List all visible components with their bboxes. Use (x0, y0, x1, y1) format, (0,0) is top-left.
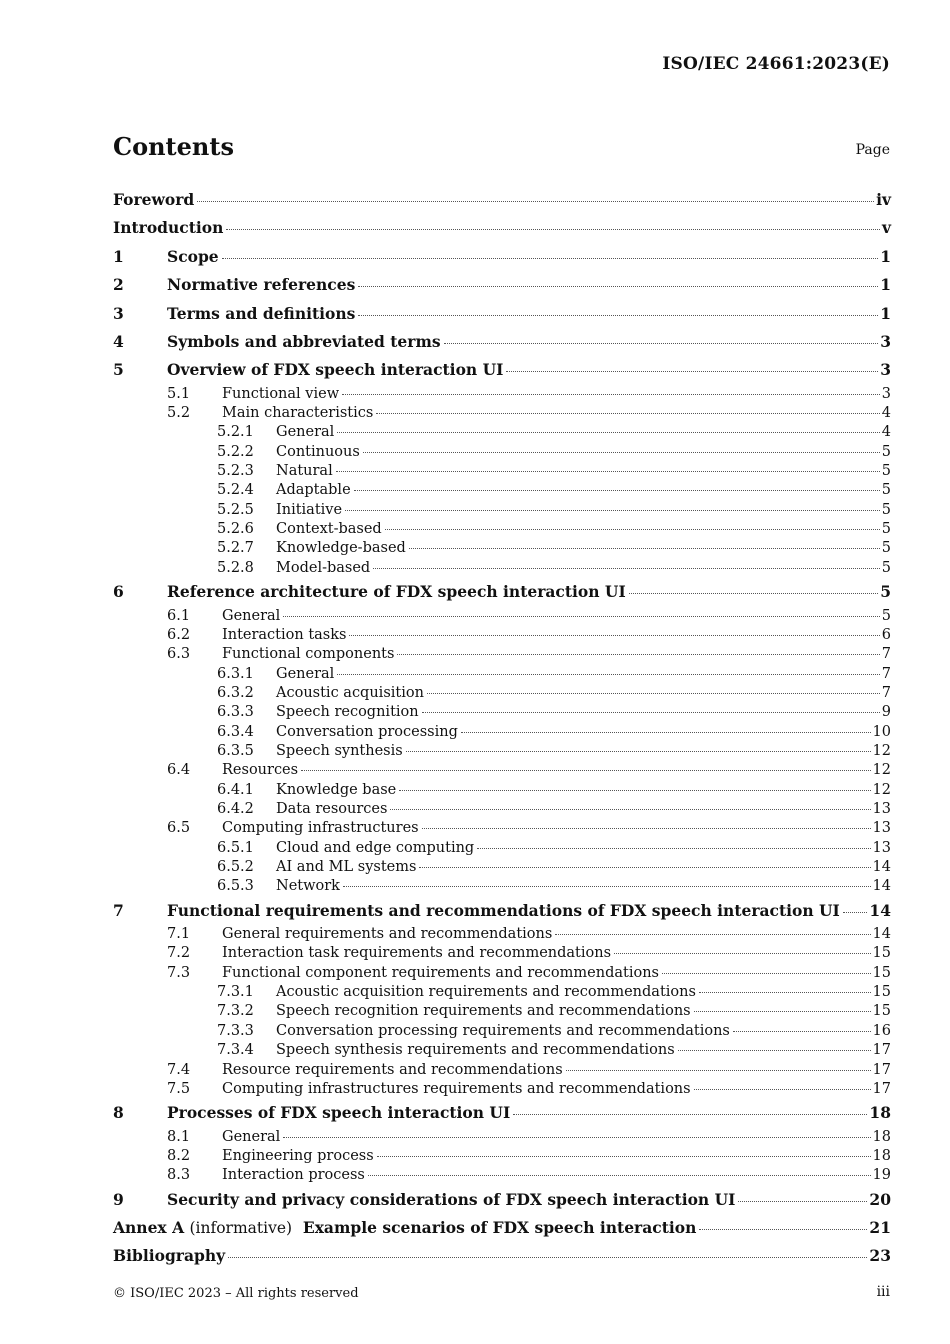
dot-leader (399, 790, 870, 791)
toc-entry-title: Functional requirements and recommendations of FDX speech interaction UI (167, 900, 840, 920)
toc-entry-page: 4 (881, 424, 891, 441)
toc-entry-title: Context-based (276, 521, 382, 538)
toc-entry[interactable] (113, 1022, 891, 1041)
dot-leader (363, 452, 880, 453)
toc-entry-page: 14 (872, 926, 891, 943)
dot-leader (694, 1011, 871, 1012)
dot-leader (513, 1114, 867, 1115)
dot-leader (385, 529, 880, 530)
toc-entry-title: Initiative (276, 501, 343, 518)
toc-entry-page: 15 (872, 964, 891, 981)
toc-entry[interactable] (113, 665, 891, 684)
toc-entry-number: 6.2 (167, 626, 191, 643)
dot-leader (566, 1070, 871, 1071)
toc-entry-number: 6 (113, 582, 124, 602)
toc-entry-number: 5.2.3 (217, 463, 254, 480)
toc-entry-number: 8 (113, 1103, 124, 1123)
toc-entry-page: 7 (881, 684, 891, 701)
toc-entry-number: 7.1 (167, 926, 191, 943)
toc-entry-number: 7.3.2 (217, 1003, 254, 1020)
toc-entry[interactable] (113, 328, 891, 356)
toc-entry-page: 14 (872, 878, 891, 895)
dot-leader (336, 471, 880, 472)
toc-entry-number: 6.3.1 (217, 665, 254, 682)
toc-entry-title: General requirements and recommendations (222, 926, 553, 943)
dot-leader (555, 934, 870, 935)
toc-entry[interactable] (113, 983, 891, 1002)
toc-entry-number: 6.5.3 (217, 878, 254, 895)
toc-entry-page: 15 (872, 1003, 891, 1020)
toc-entry-page: 23 (869, 1246, 891, 1266)
dot-leader (422, 828, 871, 829)
page-number: iii (876, 1284, 890, 1300)
toc-entry-page: 3 (881, 385, 891, 402)
toc-entry-page: 3 (880, 331, 891, 351)
toc-entry[interactable] (113, 1186, 891, 1214)
dot-leader (358, 315, 878, 316)
contents-title: Contents (113, 132, 234, 161)
toc-entry-page: 18 (872, 1128, 891, 1145)
toc-entry[interactable] (113, 1002, 891, 1021)
toc-entry[interactable] (113, 1242, 891, 1270)
toc-entry-page: 12 (872, 762, 891, 779)
toc-entry-number: 5 (113, 360, 124, 380)
toc-entry-number: 9 (113, 1189, 124, 1209)
toc-entry-title: Reference architecture of FDX speech interaction UI (167, 582, 626, 602)
toc-entry-title: General (222, 607, 281, 624)
toc-entry-page: 1 (880, 275, 891, 295)
document-id: ISO/IEC 24661:2023(E) (662, 54, 890, 74)
toc-entry-number: 6.3.4 (217, 723, 254, 740)
toc-entry-number: 6.3.5 (217, 742, 254, 759)
toc-entry[interactable] (113, 501, 891, 520)
toc-entry-title: Security and privacy considerations of FDX speech interaction UI (167, 1189, 736, 1209)
dot-leader (354, 490, 880, 491)
dot-leader (343, 886, 871, 887)
toc-entry-page: 19 (872, 1167, 891, 1184)
toc-entry-title: Resources (222, 762, 299, 779)
toc-entry-page: 13 (872, 820, 891, 837)
toc-entry[interactable] (113, 684, 891, 703)
dot-leader (444, 343, 879, 344)
toc-entry-number: 7.2 (167, 945, 191, 962)
dot-leader (662, 973, 871, 974)
toc-entry-number: 6.5.2 (217, 859, 254, 876)
dot-leader (222, 258, 879, 259)
toc-entry[interactable] (113, 723, 891, 742)
toc-entry-page: 4 (881, 405, 891, 422)
toc-entry-title: General (276, 424, 335, 441)
dot-leader (678, 1050, 871, 1051)
toc-entry[interactable] (113, 578, 891, 606)
toc-entry-title: Overview of FDX speech interaction UI (167, 360, 504, 380)
toc-entry-page: 13 (872, 839, 891, 856)
toc-entry[interactable] (113, 481, 891, 500)
toc-entry-page: 9 (881, 704, 891, 721)
toc-entry-page: 5 (881, 501, 891, 518)
toc-entry-title: Normative references (167, 275, 356, 295)
dot-leader (699, 1229, 867, 1230)
toc-entry-number: 5.2.8 (217, 559, 254, 576)
toc-entry-page: 12 (872, 742, 891, 759)
dot-leader (342, 394, 880, 395)
toc-entry-title: Functional view (222, 385, 340, 402)
toc-entry-number: 5.2.4 (217, 482, 254, 499)
toc-entry-title: Natural (276, 463, 333, 480)
page-column-heading: Page (855, 142, 890, 158)
toc-entry-title: Resource requirements and recommendations (222, 1061, 563, 1078)
toc-entry-title: Model-based (276, 559, 371, 576)
toc-entry[interactable] (113, 781, 891, 800)
toc-entry-number: 5.2.2 (217, 443, 254, 460)
toc-entry-page: 17 (872, 1080, 891, 1097)
toc-entry[interactable] (113, 877, 891, 896)
toc-entry[interactable] (113, 1214, 891, 1242)
toc-entry-page: iv (876, 190, 891, 209)
toc-entry-number: 4 (113, 331, 124, 351)
dot-leader (373, 568, 880, 569)
toc-entry-number: 5.2.6 (217, 521, 254, 538)
toc-entry-title: Speech recognition (276, 704, 419, 721)
toc-entry-number: 8.2 (167, 1147, 191, 1164)
dot-leader (694, 1089, 871, 1090)
toc-entry-number: 6.3.2 (217, 684, 254, 701)
toc-entry-page: 12 (872, 781, 891, 798)
toc-entry-number: 7.5 (167, 1080, 191, 1097)
toc-entry-title: Symbols and abbreviated terms (167, 331, 441, 351)
toc-entry-page: 14 (872, 859, 891, 876)
toc-entry-number: 5.2.5 (217, 501, 254, 518)
annex-title: Example scenarios of FDX speech interaction (302, 1218, 697, 1238)
toc-entry-title: Functional component requirements and recommendations (222, 964, 659, 981)
toc-entry-title: Foreword (113, 190, 195, 209)
toc-entry[interactable] (113, 897, 891, 925)
toc-entry-page: 7 (881, 665, 891, 682)
dot-leader (301, 770, 870, 771)
toc-entry-page: 6 (881, 626, 891, 643)
toc-entry-number: 6.4 (167, 762, 191, 779)
toc-entry-number: 6.3 (167, 646, 191, 663)
toc-entry[interactable] (113, 520, 891, 539)
toc-entry-page: 17 (872, 1042, 891, 1059)
dot-leader (843, 912, 868, 913)
toc-entry-title: General (222, 1128, 281, 1145)
toc-entry-title: Interaction task requirements and recommendations (222, 945, 612, 962)
dot-leader (733, 1031, 871, 1032)
toc-entry-page: 13 (872, 801, 891, 817)
toc-entry[interactable] (113, 626, 891, 645)
toc-entry-title: Engineering process (222, 1147, 374, 1164)
dot-leader (337, 674, 879, 675)
dot-leader (283, 1137, 870, 1138)
toc-entry-page: 7 (881, 646, 891, 663)
dot-leader (422, 712, 880, 713)
dot-leader (461, 732, 871, 733)
toc-entry[interactable] (113, 462, 891, 481)
toc-entry[interactable] (113, 1080, 891, 1099)
toc-entry-page: 5 (881, 521, 891, 538)
toc-entry-title: Speech synthesis requirements and recommendations (276, 1042, 675, 1059)
toc-entry[interactable] (113, 385, 891, 404)
toc-entry-title: Processes of FDX speech interaction UI (167, 1103, 511, 1123)
dot-leader (283, 616, 879, 617)
toc-entry[interactable] (113, 1147, 891, 1166)
toc-entry[interactable] (113, 1099, 891, 1127)
toc-entry-title (113, 1214, 696, 1242)
toc-entry[interactable] (113, 300, 891, 328)
toc-entry-number: 7 (113, 900, 124, 920)
dot-leader (738, 1201, 867, 1202)
toc-entry-title: Conversation processing requirements and recommendations (276, 1022, 730, 1039)
toc-entry-number: 8.1 (167, 1128, 191, 1145)
toc-entry-title: Network (276, 878, 340, 895)
dot-leader (397, 654, 879, 655)
toc-entry[interactable] (113, 800, 891, 819)
toc-entry-page: 21 (869, 1218, 891, 1238)
toc-entry-title: Computing infrastructures requirements and recommendations (222, 1080, 691, 1097)
toc-entry[interactable] (113, 271, 891, 299)
toc-entry-page: 5 (880, 582, 891, 602)
toc-entry-title: Scope (167, 246, 219, 266)
toc-entry-title: Conversation processing (276, 723, 458, 740)
toc-entry-title: Adaptable (276, 482, 351, 499)
toc-entry-title: Bibliography (113, 1246, 226, 1266)
toc-entry-title: General (276, 665, 335, 682)
toc-entry-number: 6.5 (167, 820, 191, 837)
toc-entry-number: 7.3.4 (217, 1042, 254, 1059)
dot-leader (427, 693, 880, 694)
dot-leader (337, 432, 879, 433)
toc-entry-page: 18 (872, 1147, 891, 1164)
annex-label: Annex A (113, 1218, 185, 1238)
toc-entry-page: 5 (881, 482, 891, 499)
toc-entry-number: 6.4.2 (217, 801, 254, 817)
dot-leader (226, 229, 880, 230)
toc-entry-title: Interaction process (222, 1167, 365, 1184)
toc-entry-number: 5.1 (167, 385, 191, 402)
toc-entry-number: 6.5.1 (217, 839, 254, 856)
toc-entry-page: 1 (880, 303, 891, 323)
toc-entry-number: 6.1 (167, 607, 191, 624)
toc-entry-title: Acoustic acquisition (276, 684, 424, 701)
toc-entry-number: 8.3 (167, 1167, 191, 1184)
toc-entry-page: 15 (872, 945, 891, 962)
toc-entry[interactable] (113, 858, 891, 877)
toc-entry-page: 5 (881, 559, 891, 576)
toc-entry[interactable] (113, 1166, 891, 1185)
toc-entry-page: 5 (881, 607, 891, 624)
toc-entry-page: 17 (872, 1061, 891, 1078)
dot-leader (197, 201, 874, 202)
toc-entry-number: 5.2.1 (217, 424, 254, 441)
toc-entry[interactable] (113, 839, 891, 858)
toc-entry[interactable] (113, 443, 891, 462)
toc-entry-number: 5.2.7 (217, 540, 254, 557)
toc-entry-number: 7.3.1 (217, 984, 254, 1001)
dot-leader (228, 1257, 867, 1258)
dot-leader (419, 867, 870, 868)
toc-entry[interactable] (113, 1128, 891, 1147)
toc-entry-number: 1 (113, 246, 124, 266)
dot-leader (376, 413, 879, 414)
toc-entry[interactable] (113, 944, 891, 963)
toc-entry-title: Main characteristics (222, 405, 374, 422)
dot-leader (358, 286, 878, 287)
toc-entry[interactable] (113, 559, 891, 578)
toc-entry-title: Continuous (276, 443, 360, 460)
toc-entry[interactable] (113, 964, 891, 983)
dot-leader (506, 371, 878, 372)
toc-entry-page: 5 (881, 463, 891, 480)
toc-entry-page: v (881, 218, 891, 238)
toc-entry-page: 18 (869, 1103, 891, 1123)
toc-entry[interactable] (113, 925, 891, 944)
dot-leader (377, 1156, 871, 1157)
toc-entry-number: 7.3 (167, 964, 191, 981)
toc-entry-number: 5.2 (167, 405, 191, 422)
toc-entry-page: 3 (880, 360, 891, 380)
toc-entry-title: Acoustic acquisition requirements and recommendations (276, 984, 696, 1001)
dot-leader (409, 548, 880, 549)
dot-leader (368, 1175, 871, 1176)
toc-entry-page: 15 (872, 984, 891, 1001)
dot-leader (614, 953, 871, 954)
toc-entry-title: Terms and definitions (167, 303, 356, 323)
toc-entry-title: Data resources (276, 801, 388, 817)
toc-entry[interactable] (113, 703, 891, 722)
toc-entry[interactable] (113, 607, 891, 626)
copyright-notice: © ISO/IEC 2023 – All rights reserved (113, 1286, 359, 1301)
toc-entry[interactable] (113, 1061, 891, 1080)
toc-entry-page: 20 (869, 1189, 891, 1209)
toc-entry-number: 6.4.1 (217, 781, 254, 798)
toc-entry-number: 2 (113, 275, 124, 295)
toc-entry[interactable] (113, 761, 891, 780)
toc-entry-page: 5 (881, 540, 891, 557)
toc-entry-title: Introduction (113, 218, 224, 238)
toc-entry[interactable] (113, 819, 891, 838)
toc-entry-page: 14 (869, 900, 891, 920)
toc-entry-page: 10 (872, 723, 891, 740)
toc-entry[interactable] (113, 404, 891, 423)
dot-leader (699, 992, 871, 993)
dot-leader (390, 809, 870, 810)
toc-entry-page: 5 (881, 443, 891, 460)
toc-entry-page: 16 (872, 1022, 891, 1039)
toc-entry-title: AI and ML systems (276, 859, 417, 876)
toc-entry-title: Functional components (222, 646, 395, 663)
toc-entry[interactable] (113, 186, 891, 214)
toc-entry-title: Knowledge-based (276, 540, 406, 557)
toc-entry[interactable] (113, 742, 891, 761)
dot-leader (349, 635, 879, 636)
table-of-contents (113, 186, 891, 1271)
toc-entry[interactable] (113, 356, 891, 384)
dot-leader (345, 510, 880, 511)
toc-entry-title: Speech recognition requirements and recommendations (276, 1003, 691, 1020)
annex-type: (informative) (189, 1219, 293, 1238)
toc-entry-number: 7.3.3 (217, 1022, 254, 1039)
toc-entry-page: 1 (880, 246, 891, 266)
dot-leader (477, 848, 870, 849)
toc-entry[interactable] (113, 423, 891, 442)
toc-entry[interactable] (113, 645, 891, 664)
toc-entry-title: Cloud and edge computing (276, 839, 475, 856)
dot-leader (406, 751, 871, 752)
toc-entry[interactable] (113, 1041, 891, 1060)
toc-entry-number: 3 (113, 303, 124, 323)
toc-entry-title: Interaction tasks (222, 626, 347, 643)
dot-leader (629, 593, 879, 594)
toc-entry-title: Knowledge base (276, 781, 397, 798)
toc-entry[interactable] (113, 243, 891, 271)
toc-entry-title: Speech synthesis (276, 742, 403, 759)
toc-entry-number: 7.4 (167, 1061, 191, 1078)
toc-entry-title: Computing infrastructures (222, 820, 419, 837)
toc-entry[interactable] (113, 214, 891, 242)
toc-entry-number: 6.3.3 (217, 704, 254, 721)
toc-entry[interactable] (113, 539, 891, 558)
